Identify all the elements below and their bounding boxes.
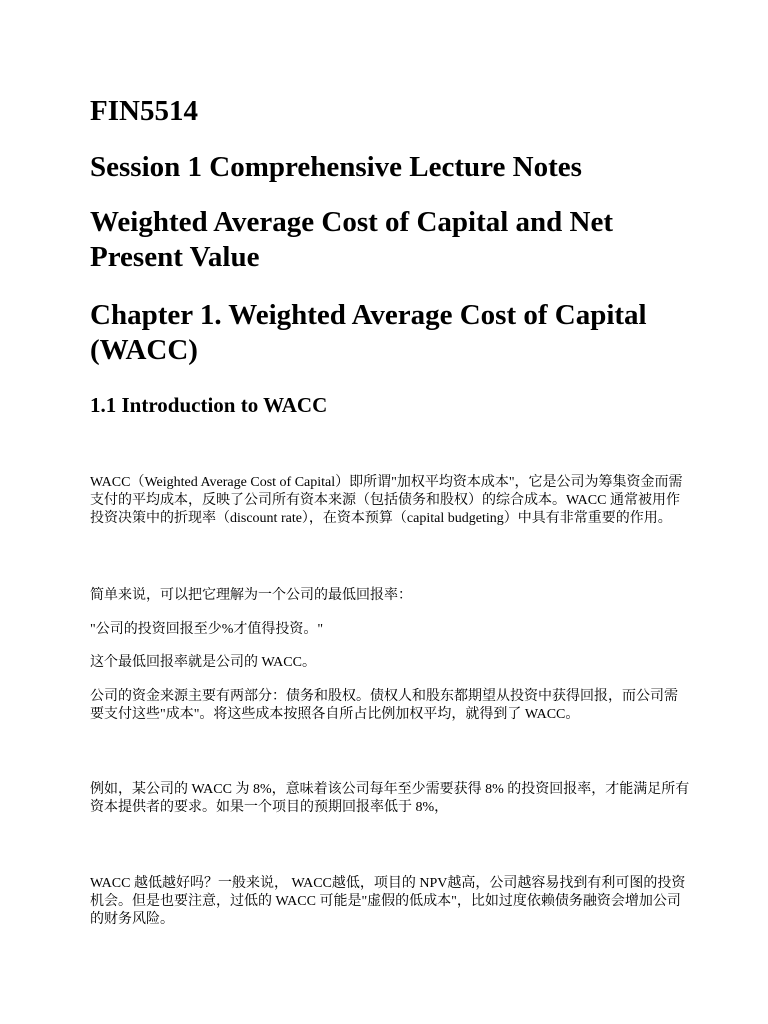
paragraph-capital-sources: 公司的资金来源主要有两部分：债务和股权。债权人和股东都期望从投资中获得回报，而公司需要支付这些"成本"。将这些成本按照各自所占比例加权平均，就得到了 WACC。 bbox=[90, 689, 678, 722]
paragraph-quote: "公司的投资回报至少%才值得投资。" bbox=[90, 622, 324, 637]
session-title-heading: Session 1 Comprehensive Lecture Notes bbox=[90, 151, 582, 183]
section-heading: 1.1 Introduction to WACC bbox=[90, 393, 328, 417]
paragraph-lower-wacc: WACC 越低越好吗？一般来说， WACC越低，项目的 NPV越高，公司越容易找到有利可图的投资机会。但是也要注意，过低的 WACC 可能是"虚假的低成本"，比如过度依赖债务融资会增加公司的财务风险。 bbox=[90, 876, 686, 927]
paragraph-simple-explanation: 简单来说，可以把它理解为一个公司的最低回报率： bbox=[90, 588, 412, 603]
paragraph-wacc-definition: WACC（Weighted Average Cost of Capital）即所谓"加权平均资本成本"，它是公司为筹集资金而需支付的平均成本，反映了公司所有资本来源（包括债务和股权）的综合成本。WACC 通常被用作投资决策中的折现率（discount rate），在资本预算（capital budgeting）中具有非常重要的作用。 bbox=[90, 475, 683, 526]
paragraph-example: 例如，某公司的 WACC 为 8%，意味着该公司每年至少需要获得 8% 的投资回报率，才能满足所有资本提供者的要求。如果一个项目的预期回报率低于 8%， bbox=[90, 782, 690, 815]
paragraph-min-return: 这个最低回报率就是公司的 WACC。 bbox=[90, 655, 316, 670]
chapter-heading: Chapter 1. Weighted Average Cost of Capital (WACC) bbox=[90, 299, 647, 366]
course-code-heading: FIN5514 bbox=[90, 95, 198, 127]
main-title-heading: Weighted Average Cost of Capital and Net Present Value bbox=[90, 206, 614, 273]
